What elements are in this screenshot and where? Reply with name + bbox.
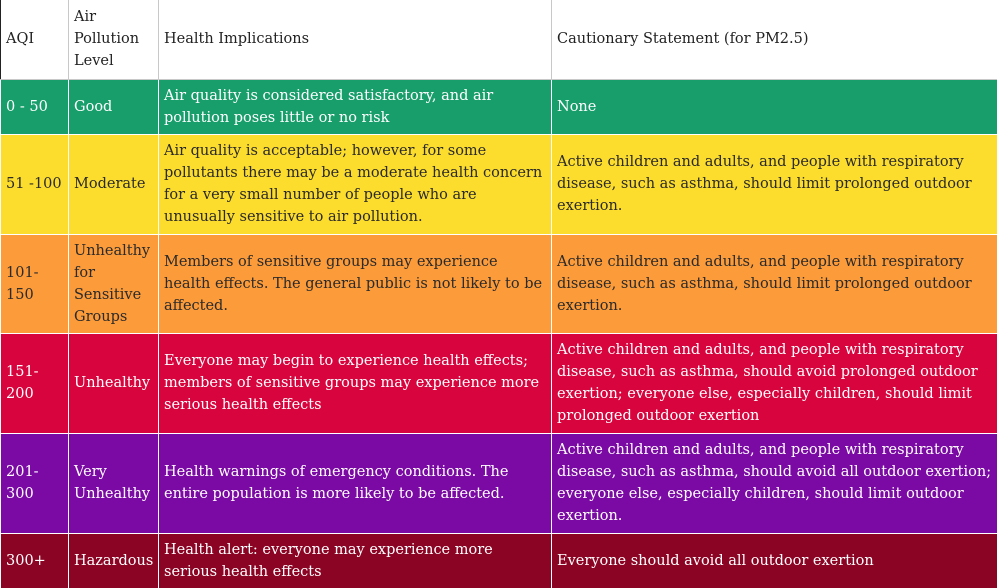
table-row-unhealthy xyxy=(1,333,997,433)
cautionary-statement-cell: Active children and adults, and people with respiratory disease, such as asthma, should limit prolonged outdoor exertion. xyxy=(552,134,997,234)
table-row-hazardous xyxy=(1,533,997,588)
cautionary-statement-cell: Everyone should avoid all outdoor exertion xyxy=(552,533,997,588)
pollution-level-cell: Unhealthy for Sensitive Groups xyxy=(69,234,159,333)
table-row-moderate xyxy=(1,134,997,234)
health-implications-cell: Members of sensitive groups may experience health effects. The general public is not likely to be affected. xyxy=(159,234,552,333)
aqi-range-cell: 300+ xyxy=(1,533,69,588)
health-implications-cell: Health alert: everyone may experience more serious health effects xyxy=(159,533,552,588)
aqi-range-cell: 101-150 xyxy=(1,234,69,333)
table-row-very-unhealthy xyxy=(1,433,997,533)
cautionary-statement-cell: Active children and adults, and people with respiratory disease, such as asthma, should avoid all outdoor exertion; everyone else, especially children, should limit outdoor exertion. xyxy=(552,433,997,533)
table-row-unhealthy-sensitive xyxy=(1,234,997,333)
health-implications-cell: Health warnings of emergency conditions. The entire population is more likely to be affected. xyxy=(159,433,552,533)
health-implications-cell: Air quality is acceptable; however, for some pollutants there may be a moderate health concern for a very small number of people who are unusually sensitive to air pollution. xyxy=(159,134,552,234)
header-pollution-level: Air Pollution Level xyxy=(69,0,159,79)
table-header xyxy=(1,0,997,79)
cautionary-statement-cell: Active children and adults, and people with respiratory disease, such as asthma, should limit prolonged outdoor exertion. xyxy=(552,234,997,333)
pollution-level-cell: Moderate xyxy=(69,134,159,234)
cautionary-statement-cell: None xyxy=(552,79,997,134)
pollution-level-cell: Unhealthy xyxy=(69,333,159,433)
table-row-good xyxy=(1,79,997,134)
pollution-level-cell: Very Unhealthy xyxy=(69,433,159,533)
header-health-implications: Health Implications xyxy=(159,0,552,79)
pollution-level-cell: Good xyxy=(69,79,159,134)
aqi-range-cell: 51 -100 xyxy=(1,134,69,234)
aqi-range-cell: 201-300 xyxy=(1,433,69,533)
header-cautionary-statement: Cautionary Statement (for PM2.5) xyxy=(552,0,997,79)
cautionary-statement-cell: Active children and adults, and people with respiratory disease, such as asthma, should avoid prolonged outdoor exertion; everyone else, especially children, should limit prolonged outdoor exertion xyxy=(552,333,997,433)
aqi-range-cell: 0 - 50 xyxy=(1,79,69,134)
pollution-level-cell: Hazardous xyxy=(69,533,159,588)
health-implications-cell: Air quality is considered satisfactory, and air pollution poses little or no risk xyxy=(159,79,552,134)
aqi-range-cell: 151-200 xyxy=(1,333,69,433)
table-body xyxy=(1,79,997,588)
header-aqi: AQI xyxy=(1,0,69,79)
header-row xyxy=(1,0,997,79)
health-implications-cell: Everyone may begin to experience health effects; members of sensitive groups may experience more serious health effects xyxy=(159,333,552,433)
